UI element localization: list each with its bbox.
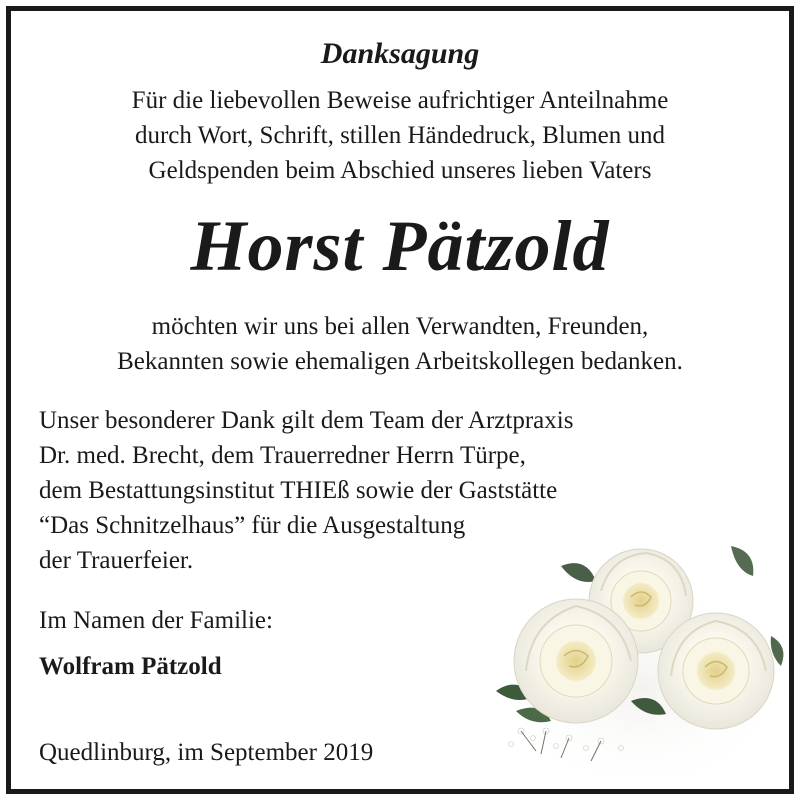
obituary-notice-frame — [6, 6, 794, 794]
intro-line: durch Wort, Schrift, stillen Händedruck, Blumen und — [134, 122, 666, 149]
special-thanks-line: Unser besonderer Dank gilt dem Team der Arztpraxis — [39, 407, 574, 434]
thanks-line: möchten wir uns bei allen Verwandten, Freunden, — [151, 313, 649, 340]
special-thanks-line: dem Bestattungsinstitut THIEß sowie der Gaststätte — [39, 477, 558, 504]
special-thanks-line: der Trauerfeier. — [39, 547, 194, 574]
intro-paragraph — [11, 83, 789, 188]
thanks-paragraph — [11, 309, 789, 379]
intro-line: Für die liebevollen Beweise aufrichtiger Anteilnahme — [131, 87, 669, 114]
family-line: Im Namen der Familie: — [39, 607, 273, 634]
deceased-name: Horst Pätzold — [190, 206, 610, 286]
special-thanks-line: “Das Schnitzelhaus” für die Ausgestaltung — [39, 512, 466, 539]
thanks-line: Bekannten sowie ehemaligen Arbeitskollegen bedanken. — [117, 348, 683, 375]
place-date: Quedlinburg, im September 2019 — [39, 739, 374, 766]
signer-name: Wolfram Pätzold — [39, 653, 222, 680]
special-thanks-line: Dr. med. Brecht, dem Trauerredner Herrn Türpe, — [39, 442, 526, 469]
white-roses-image — [491, 526, 791, 786]
intro-line: Geldspenden beim Abschied unseres lieben Vaters — [148, 157, 652, 184]
notice-heading: Danksagung — [320, 37, 480, 70]
